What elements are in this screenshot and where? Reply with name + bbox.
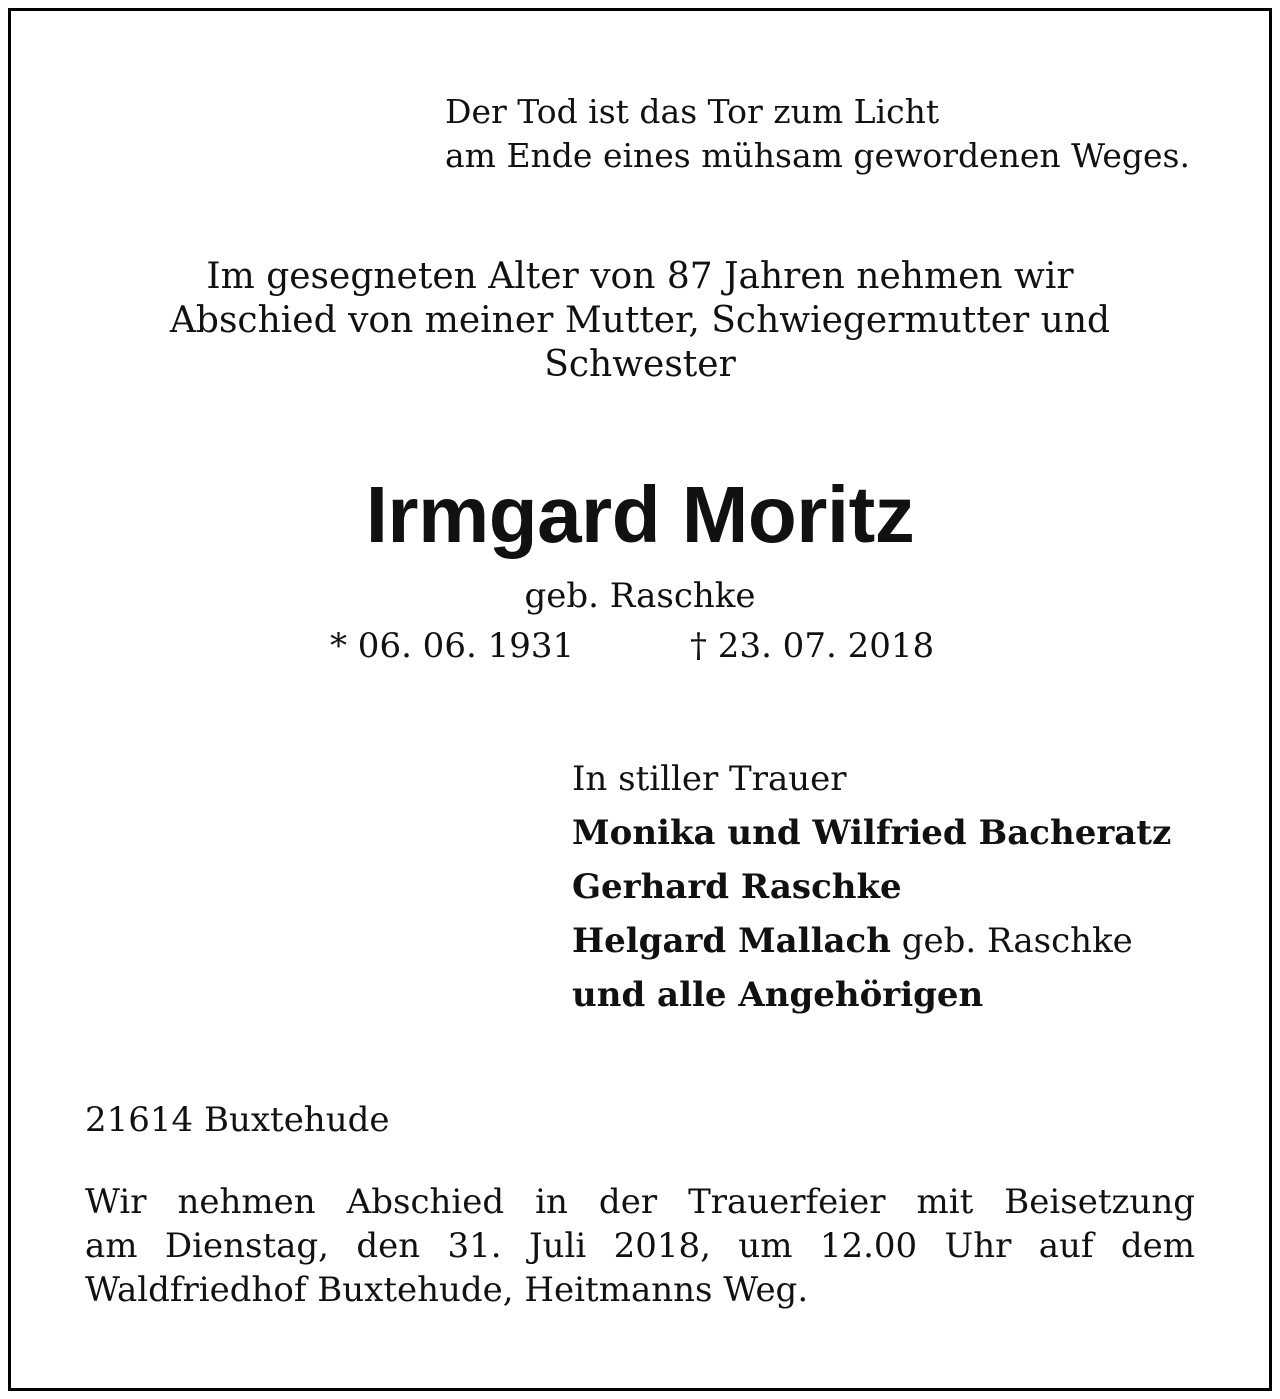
city: 21614 Buxtehude [85, 1100, 390, 1140]
service-line: Waldfriedhof Buxtehude, Heitmanns Weg. [85, 1270, 809, 1310]
service-info [85, 1180, 1195, 1312]
service-line: am Dienstag, den 31. Juli 2018, um 12.00 Uhr auf dem [85, 1226, 1195, 1266]
mourners-block [572, 752, 1171, 1022]
maiden-name: geb. Raschke [524, 576, 756, 616]
motto [445, 90, 1190, 178]
intro-line: Abschied von meiner Mutter, Schwiegermutter und [169, 300, 1111, 341]
intro-line: Schwester [544, 344, 736, 385]
mourner-line: und alle Angehörigen [572, 975, 984, 1015]
mourner-line [572, 914, 1171, 968]
motto-line: Der Tod ist das Tor zum Licht [445, 92, 940, 131]
mourner-line: Gerhard Raschke [572, 867, 902, 907]
intro-text [0, 255, 1280, 387]
service-line: Wir nehmen Abschied in der Trauerfeier mit Beisetzung [85, 1182, 1195, 1222]
deceased-name: Irmgard Moritz [365, 470, 915, 559]
motto-line: am Ende eines mühsam gewordenen Weges. [445, 136, 1190, 175]
birth-date: * 06. 06. 1931 [330, 626, 575, 666]
mourner-name: Helgard Mallach [572, 921, 891, 961]
mourner-maiden: geb. Raschke [890, 921, 1133, 961]
death-date: † 23. 07. 2018 [690, 626, 935, 666]
mourner-line: Monika und Wilfried Bacheratz [572, 813, 1172, 853]
intro-line: Im gesegneten Alter von 87 Jahren nehmen wir [206, 256, 1074, 297]
mourners-heading: In stiller Trauer [572, 759, 847, 799]
